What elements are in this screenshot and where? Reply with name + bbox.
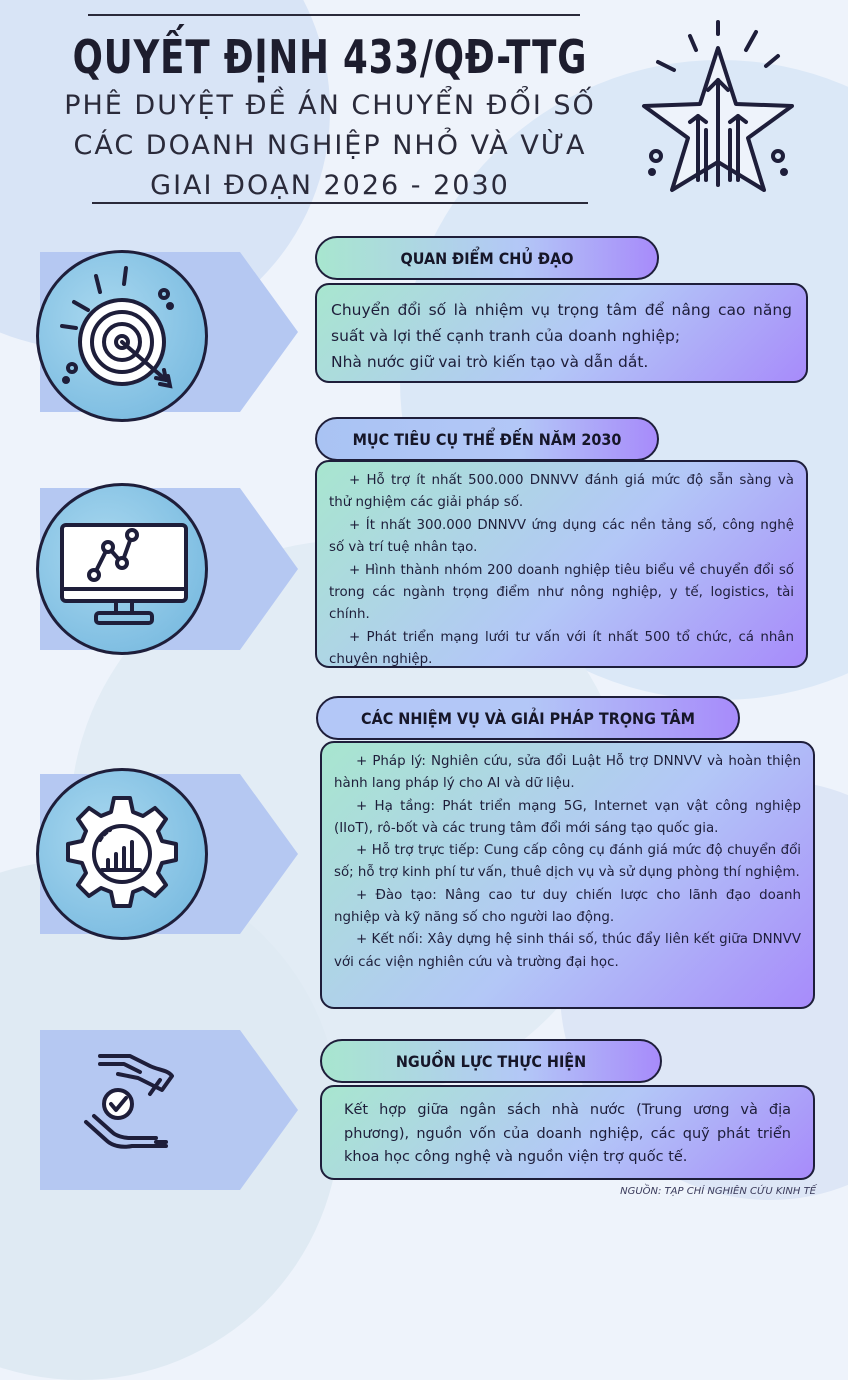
- header-bottom-rule: [92, 202, 588, 204]
- section-title-muc-tieu: MỤC TIÊU CỤ THỂ ĐẾN NĂM 2030: [315, 417, 659, 461]
- content-line: + Hỗ trợ ít nhất 500.000 DNNVV đánh giá mức độ sẵn sàng và thử nghiệm các giải pháp số.: [329, 473, 794, 511]
- content-line: + Ít nhất 300.000 DNNVV ứng dụng các nền tảng số, công nghệ số và trí tuệ nhân tạo.: [329, 517, 794, 556]
- content-line: + Kết nối: Xây dựng hệ sinh thái số, thúc đẩy liên kết giữa DNNVV với các viện nghiên cứu và trường đại học.: [334, 932, 801, 970]
- monitor-chart-icon: [36, 483, 208, 655]
- hands-check-icon: [60, 1030, 200, 1180]
- section-content-muc-tieu: [315, 460, 808, 668]
- section-content-nguon-luc: [320, 1085, 815, 1180]
- subtitle-line: PHÊ DUYỆT ĐỀ ÁN CHUYỂN ĐỔI SỐ: [64, 90, 596, 121]
- section-title-quan-diem: QUAN ĐIỂM CHỦ ĐẠO: [315, 236, 659, 280]
- content-line: + Hạ tầng: Phát triển mạng 5G, Internet vạn vật công nghiệp (IIoT), rô-bốt và các trung tâm đổi mới sáng tạo quốc gia.: [334, 798, 801, 836]
- content-line: + Hỗ trợ trực tiếp: Cung cấp công cụ đánh giá mức độ chuyển đổi số; hỗ trợ kinh phí tư vấn, thuê dịch vụ và sử dụng phòng thí nghiệm.: [334, 843, 801, 881]
- header-top-rule: [88, 14, 580, 16]
- source-credit: NGUỒN: TẠP CHÍ NGHIÊN CỨU KINH TẾ: [620, 1186, 816, 1197]
- content-line: Chuyển đổi số là nhiệm vụ trọng tâm để nâng cao năng suất và lợi thế cạnh tranh của doanh nghiệp;: [331, 301, 792, 345]
- content-line: + Pháp lý: Nghiên cứu, sửa đổi Luật Hỗ trợ DNNVV và hoàn thiện hành lang pháp lý cho AI và dữ liệu.: [334, 754, 801, 792]
- content-line: + Đào tạo: Nâng cao tư duy chiến lược cho lãnh đạo doanh nghiệp và kỹ năng số cho người lao động.: [334, 887, 801, 926]
- page-title: QUYẾT ĐỊNH 433/QĐ-TTG: [72, 30, 588, 84]
- section-content-nhiem-vu: [320, 741, 815, 1009]
- section-title-nguon-luc: NGUỒN LỰC THỰC HIỆN: [320, 1039, 662, 1083]
- content-line: Nhà nước giữ vai trò kiến tạo và dẫn dắt.: [331, 353, 649, 371]
- target-icon: [36, 250, 208, 422]
- section-title-nhiem-vu: CÁC NHIỆM VỤ VÀ GIẢI PHÁP TRỌNG TÂM: [316, 696, 740, 740]
- content-line: + Hình thành nhóm 200 doanh nghiệp tiêu biểu về chuyển đổi số trong các ngành trọng điểm như nông nghiệp, y tế, logistics, tài chính.: [329, 562, 794, 623]
- content-line: + Phát triển mạng lưới tư vấn với ít nhất 500 tổ chức, cá nhân chuyên nghiệp.: [329, 629, 794, 668]
- subtitle-line: CÁC DOANH NGHIỆP NHỎ VÀ VỪA: [73, 130, 587, 161]
- star-arrows-icon: [628, 20, 808, 210]
- subtitle-line: GIAI ĐOẠN 2026 - 2030: [150, 170, 510, 201]
- section-content-quan-diem: [315, 283, 808, 383]
- gear-chart-icon: [36, 768, 208, 940]
- content-line: Kết hợp giữa ngân sách nhà nước (Trung ương và địa phương), nguồn vốn của doanh nghiệp, các quỹ phát triển khoa học công nghệ và nguồn viện trợ quốc tế.: [344, 1102, 791, 1165]
